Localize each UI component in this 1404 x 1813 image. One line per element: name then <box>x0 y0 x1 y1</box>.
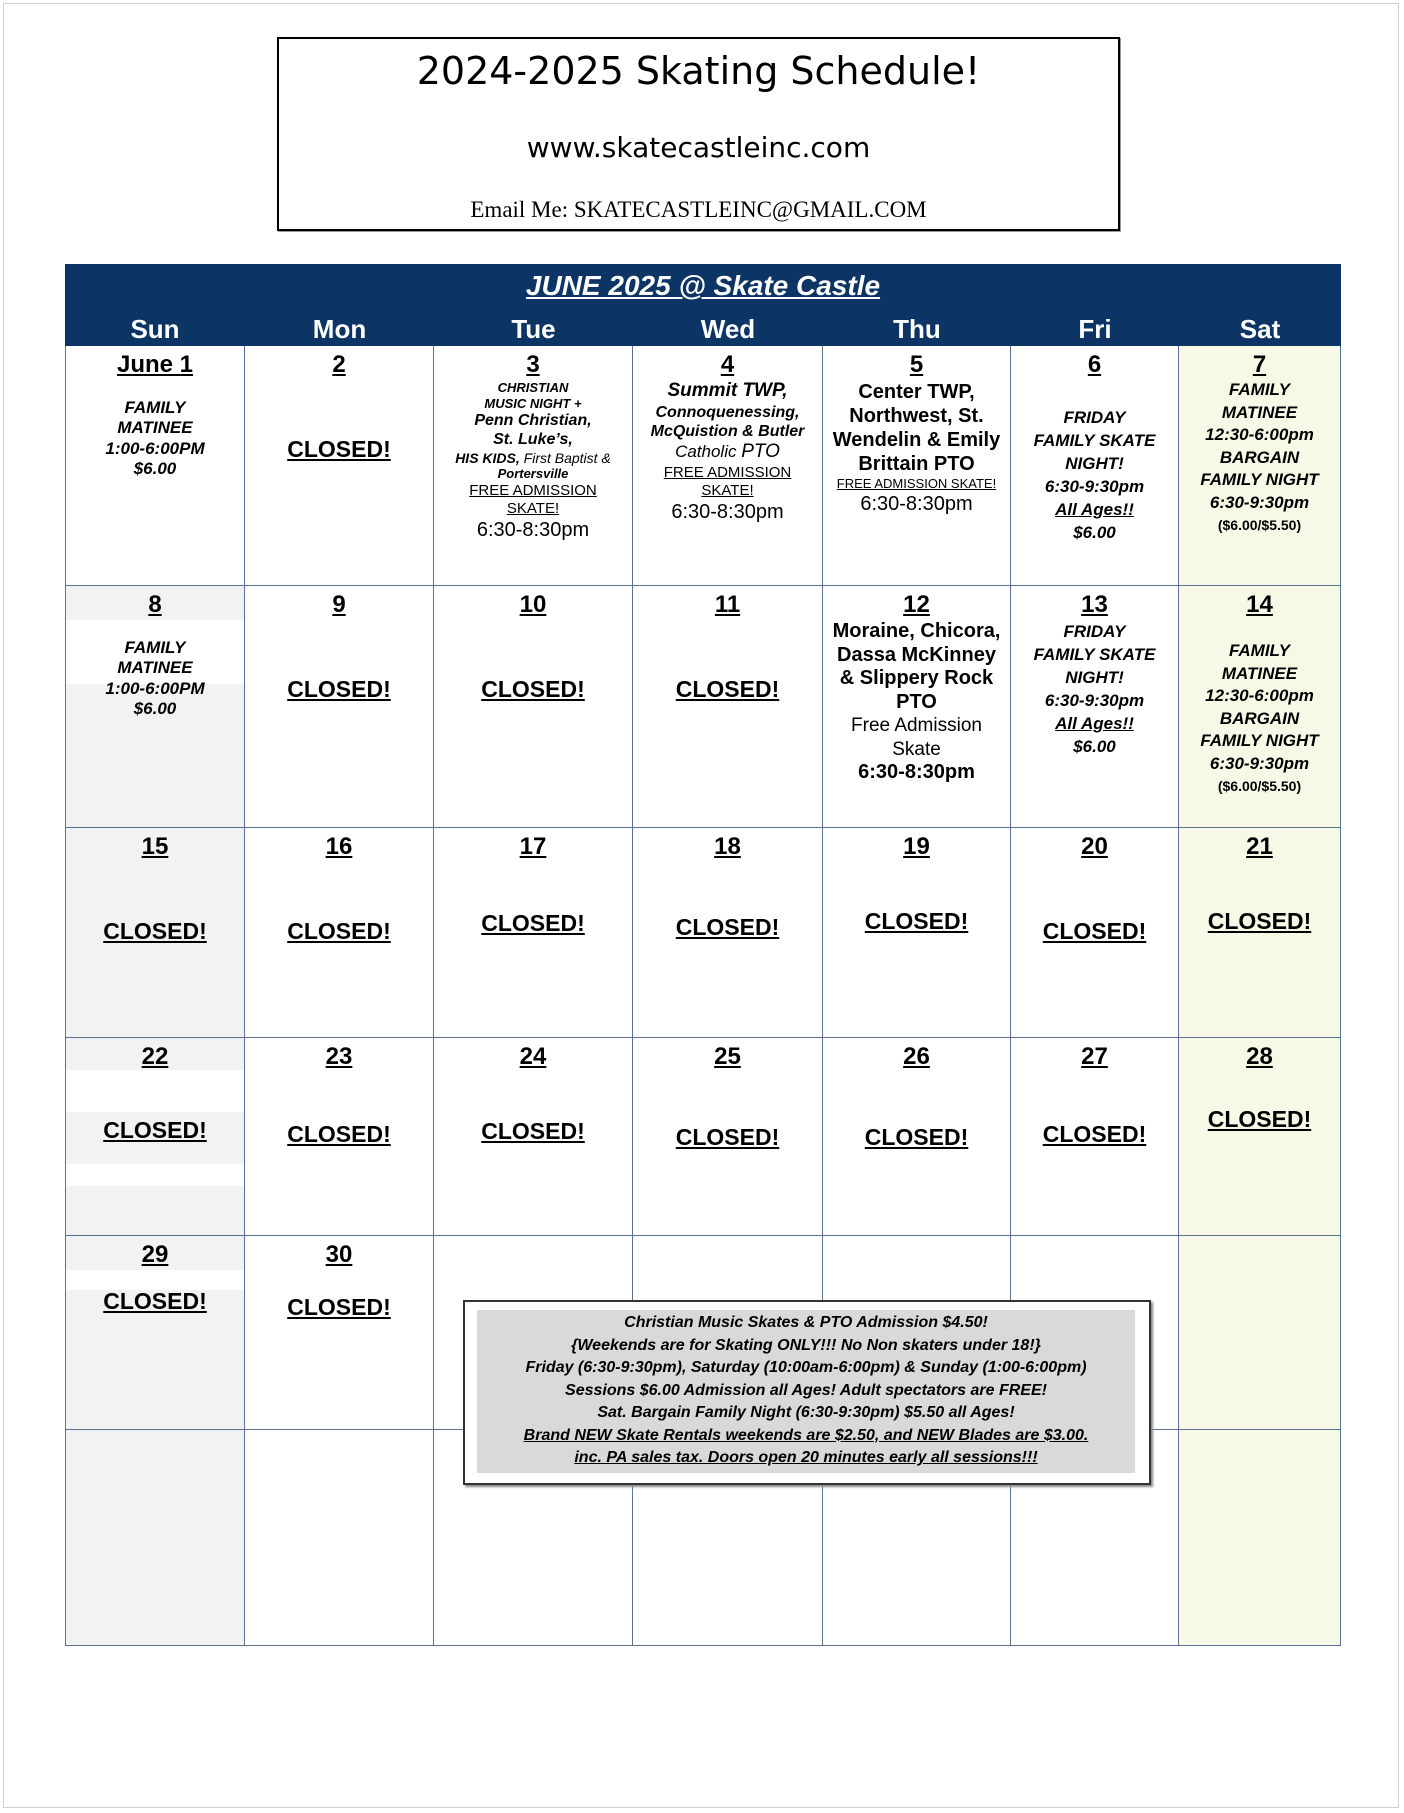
day-number: 18 <box>714 833 741 860</box>
day-number: 8 <box>148 591 162 618</box>
day-cell-19[interactable] <box>823 828 1011 1038</box>
closed-label: CLOSED! <box>481 1118 585 1144</box>
info-line: Sessions $6.00 Admission all Ages! Adult spectators are FREE! <box>565 1381 1047 1399</box>
day-cell-4[interactable] <box>633 346 823 586</box>
day-number: 26 <box>903 1043 930 1070</box>
info-line: Brand NEW Skate Rentals weekends are $2.50, and NEW Blades are $3.00. <box>523 1426 1089 1444</box>
email-line[interactable]: Email Me: SKATECASTLEINC@GMAIL.COM <box>470 197 927 222</box>
empty-cell <box>65 1430 245 1646</box>
closed-label: CLOSED! <box>1042 1121 1147 1147</box>
website-url[interactable]: www.skatecastleinc.com <box>526 131 871 164</box>
day-cell-20[interactable] <box>1011 828 1179 1038</box>
day-cell-18[interactable] <box>633 828 823 1038</box>
closed-label: CLOSED! <box>103 918 207 944</box>
day-cell-28[interactable] <box>1179 1038 1341 1236</box>
day-cell-1[interactable] <box>65 346 245 586</box>
day-number: 28 <box>1246 1043 1273 1070</box>
event-details: FAMILY MATINEE 12:30-6:00pm BARGAIN FAMILY NIGHT 6:30-9:30pm ($6.00/$5.50) <box>1200 380 1319 533</box>
day-number: 10 <box>519 591 547 618</box>
info-line: Friday (6:30-9:30pm), Saturday (10:00am-6:00pm) & Sunday (1:00-6:00pm) <box>525 1359 1087 1376</box>
day-number: 21 <box>1246 833 1273 860</box>
day-number: 29 <box>141 1241 169 1268</box>
dow-thu: Thu <box>893 314 941 344</box>
day-cell-16[interactable] <box>245 828 434 1038</box>
event-details: FAMILY MATINEE 1:00-6:00PM $6.00 <box>105 398 205 479</box>
day-cell-10[interactable] <box>434 586 633 828</box>
day-number: 19 <box>903 833 930 860</box>
day-number: 16 <box>325 833 353 860</box>
closed-label: CLOSED! <box>1207 908 1312 934</box>
day-cell-13[interactable] <box>1011 586 1179 828</box>
event-details: FAMILY MATINEE 1:00-6:00PM $6.00 <box>105 638 205 719</box>
day-cell-5[interactable] <box>823 346 1011 586</box>
pricing-info-text <box>477 1310 1135 1473</box>
closed-label: CLOSED! <box>103 1117 207 1143</box>
day-number: 5 <box>909 351 924 378</box>
dow-sun: Sun <box>130 314 180 344</box>
header-box <box>277 37 1120 231</box>
closed-label: CLOSED! <box>864 908 969 934</box>
dow-wed: Wed <box>700 314 756 344</box>
day-cell-15[interactable] <box>65 828 245 1038</box>
day-cell-22[interactable] <box>65 1038 245 1236</box>
day-number: 25 <box>714 1043 741 1070</box>
day-cell-23[interactable] <box>245 1038 434 1236</box>
day-cell-26[interactable] <box>823 1038 1011 1236</box>
day-number: 2 <box>332 351 346 378</box>
day-cell-24[interactable] <box>434 1038 633 1236</box>
day-number: 24 <box>519 1043 547 1070</box>
day-cell-21[interactable] <box>1179 828 1341 1038</box>
day-cell-29[interactable] <box>65 1236 245 1430</box>
event-details: FAMILY MATINEE 12:30-6:00pm BARGAIN FAMILY NIGHT 6:30-9:30pm ($6.00/$5.50) <box>1200 641 1319 794</box>
closed-label: CLOSED! <box>481 676 585 702</box>
event-details: FRIDAY FAMILY SKATE NIGHT! 6:30-9:30pm All Ages!! $6.00 <box>1033 622 1156 756</box>
day-number: 3 <box>526 351 540 378</box>
day-cell-30[interactable] <box>245 1236 434 1430</box>
closed-label: CLOSED! <box>287 918 391 944</box>
day-cell-6[interactable] <box>1011 346 1179 586</box>
day-number: 12 <box>903 591 930 618</box>
dow-sat: Sat <box>1239 314 1281 344</box>
closed-label: CLOSED! <box>481 910 585 936</box>
day-number: 11 <box>714 591 741 618</box>
day-cell-2[interactable] <box>245 346 434 586</box>
closed-label: CLOSED! <box>675 914 780 940</box>
day-number: 13 <box>1081 591 1108 618</box>
day-cell-17[interactable] <box>434 828 633 1038</box>
calendar-header <box>65 264 1341 346</box>
day-number: June 1 <box>116 351 194 378</box>
dow-tue: Tue <box>511 314 556 344</box>
event-details: Moraine, Chicora, Dassa McKinney & Slippery Rock PTO Free Admission Skate 6:30-8:30pm <box>832 620 1001 783</box>
event-details: FRIDAY FAMILY SKATE NIGHT! 6:30-9:30pm All Ages!! $6.00 <box>1033 408 1156 542</box>
day-number: 6 <box>1087 351 1102 378</box>
closed-label: CLOSED! <box>675 1124 780 1150</box>
day-cell-12[interactable] <box>823 586 1011 828</box>
event-details: Summit TWP, Connoquenessing, McQuistion & Butler Catholic PTO FREE ADMISSION SKATE! 6:30-8:30pm <box>650 380 805 523</box>
dow-fri: Fri <box>1078 314 1112 344</box>
empty-cell <box>1179 1430 1341 1646</box>
day-cell-8[interactable] <box>65 586 245 828</box>
pricing-info-box <box>463 1300 1151 1485</box>
dow-mon: Mon <box>312 314 367 344</box>
day-number: 4 <box>720 351 735 378</box>
day-number: 23 <box>325 1043 353 1070</box>
closed-label: CLOSED! <box>287 436 391 462</box>
closed-label: CLOSED! <box>287 1121 391 1147</box>
day-cell-27[interactable] <box>1011 1038 1179 1236</box>
day-number: 9 <box>332 591 346 618</box>
closed-label: CLOSED! <box>103 1288 207 1314</box>
closed-label: CLOSED! <box>864 1124 969 1150</box>
day-cell-25[interactable] <box>633 1038 823 1236</box>
day-number: 20 <box>1081 833 1108 860</box>
day-number: 14 <box>1246 591 1273 618</box>
info-line: Christian Music Skates & PTO Admission $4.50! <box>624 1314 988 1331</box>
empty-cell <box>245 1430 434 1646</box>
calendar-title: JUNE 2025 @ Skate Castle <box>525 270 881 301</box>
event-details: Center TWP, Northwest, St. Wendelin & Emily Brittain PTO FREE ADMISSION SKATE! 6:30-8:30pm <box>832 381 1001 515</box>
day-number: 22 <box>141 1043 169 1070</box>
closed-label: CLOSED! <box>1042 918 1147 944</box>
empty-cell <box>1179 1236 1341 1430</box>
day-cell-14[interactable] <box>1179 586 1341 828</box>
closed-label: CLOSED! <box>675 676 780 702</box>
closed-label: CLOSED! <box>287 676 391 702</box>
day-cell-7[interactable] <box>1179 346 1341 586</box>
event-details: CHRISTIAN MUSIC NIGHT + Penn Christian, St. Luke’s, HIS KIDS, First Baptist & Portersville FREE ADMISSION SKATE! 6:30-8:30pm <box>455 380 611 541</box>
day-cell-9[interactable] <box>245 586 434 828</box>
closed-label: CLOSED! <box>287 1294 391 1320</box>
closed-label: CLOSED! <box>1207 1106 1312 1132</box>
day-cell-3[interactable] <box>434 346 633 586</box>
day-number: 7 <box>1252 351 1267 378</box>
day-number: 15 <box>141 833 169 860</box>
info-line: {Weekends are for Skating ONLY!!! No Non skaters under 18!} <box>571 1336 1041 1354</box>
day-number: 27 <box>1081 1043 1108 1070</box>
day-number: 30 <box>325 1241 353 1268</box>
day-number: 17 <box>519 833 547 860</box>
day-cell-11[interactable] <box>633 586 823 828</box>
page-title: 2024-2025 Skating Schedule! <box>416 49 981 93</box>
info-line: inc. PA sales tax. Doors open 20 minutes early all sessions!!! <box>574 1449 1038 1466</box>
info-line: Sat. Bargain Family Night (6:30-9:30pm) $5.50 all Ages! <box>597 1404 1015 1421</box>
